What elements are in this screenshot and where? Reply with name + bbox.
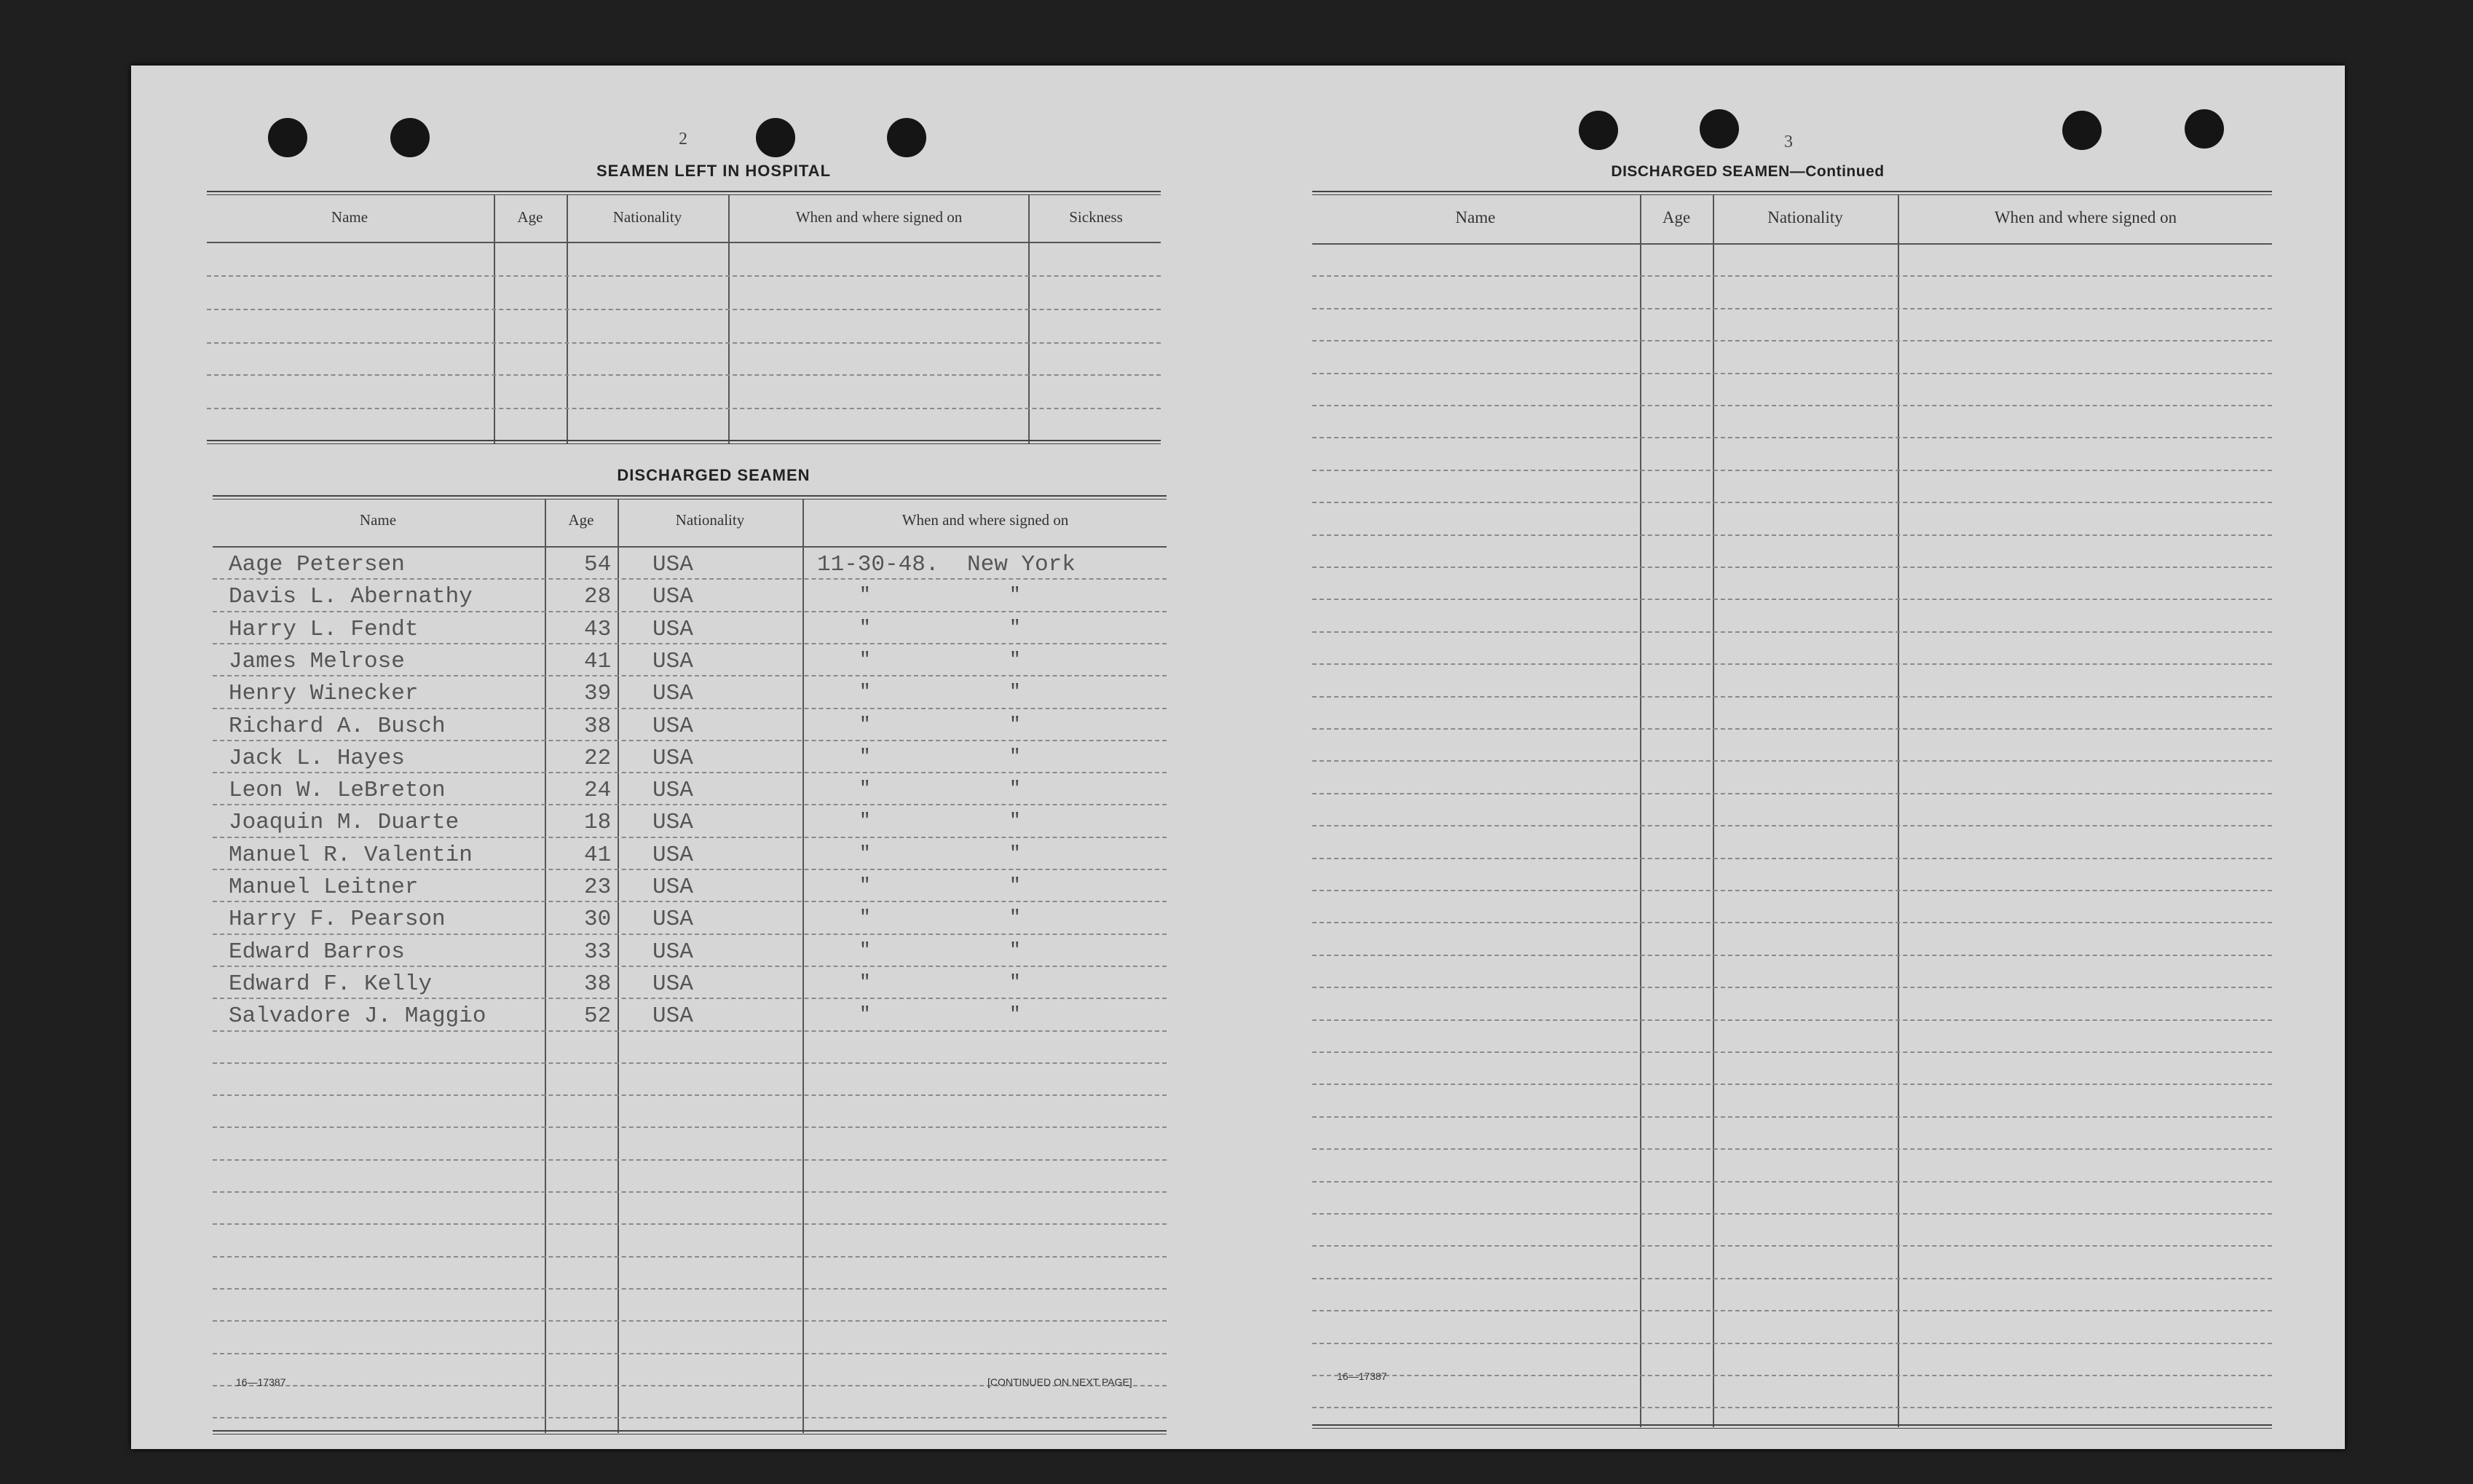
row-rule: [213, 675, 1167, 676]
row-rule: [207, 275, 1161, 277]
seaman-nationality: USA: [652, 1003, 693, 1029]
seaman-name: Richard A. Busch: [229, 714, 446, 739]
section-title-hospital: SEAMEN LEFT IN HOSPITAL: [596, 162, 832, 180]
row-rule: [1312, 1343, 2272, 1344]
row-rule: [1312, 1019, 2272, 1021]
seaman-name: Manuel R. Valentin: [229, 842, 473, 868]
punch-hole: [2185, 109, 2224, 149]
seaman-name: Salvadore J. Maggio: [229, 1003, 486, 1029]
row-rule: [213, 1030, 1167, 1032]
seaman-name: Davis L. Abernathy: [229, 584, 473, 609]
seaman-nationality: USA: [652, 842, 693, 868]
row-rule: [1312, 308, 2272, 309]
signed-on-date: ": [859, 584, 871, 606]
punch-hole: [1700, 109, 1739, 149]
column-divider: [1028, 195, 1030, 444]
row-rule: [1312, 987, 2272, 988]
signed-on-date: ": [859, 617, 871, 639]
row-rule: [213, 1126, 1167, 1128]
signed-on-date: ": [859, 875, 871, 896]
column-divider: [494, 195, 495, 444]
column-header: Name: [359, 511, 397, 529]
column-header: Name: [1455, 208, 1496, 226]
signed-on-date: ": [859, 1003, 871, 1025]
punch-hole: [390, 118, 430, 157]
continued-note: [CONTINUED ON NEXT PAGE]: [987, 1376, 1132, 1388]
row-rule: [1312, 1310, 2272, 1311]
row-rule: [1312, 1116, 2272, 1118]
row-rule: [213, 934, 1167, 935]
row-rule: [1312, 405, 2272, 406]
row-rule: [1312, 955, 2272, 956]
seaman-name: Manuel Leitner: [229, 875, 419, 900]
table-top-rule: [207, 191, 1161, 195]
signed-on-date: ": [859, 907, 871, 928]
seaman-nationality: USA: [652, 584, 693, 609]
row-rule: [1312, 1407, 2272, 1408]
row-rule: [213, 708, 1167, 709]
row-rule: [213, 1191, 1167, 1193]
signed-on-place: ": [1009, 939, 1021, 961]
seaman-nationality: USA: [652, 617, 693, 642]
table-bottom-rule: [213, 1430, 1167, 1434]
column-header: Nationality: [612, 208, 682, 226]
seaman-age: 41: [584, 649, 612, 674]
punch-hole: [268, 118, 307, 157]
seaman-nationality: USA: [652, 939, 693, 965]
column-divider: [1898, 195, 1899, 1427]
seaman-name: Leon W. LeBreton: [229, 778, 446, 803]
signed-on-place: ": [1009, 617, 1021, 639]
signed-on-place: ": [1009, 1003, 1021, 1025]
signed-on-date: ": [859, 746, 871, 767]
row-rule: [1312, 1375, 2272, 1376]
signed-on-date: ": [859, 810, 871, 832]
row-rule: [1312, 599, 2272, 600]
row-rule: [213, 1353, 1167, 1354]
seaman-age: 22: [584, 746, 612, 771]
seaman-age: 33: [584, 939, 612, 965]
row-rule: [213, 578, 1167, 580]
seaman-age: 24: [584, 778, 612, 803]
seaman-name: Edward Barros: [229, 939, 405, 965]
seaman-name: Edward F. Kelly: [229, 971, 433, 997]
signed-on-date: ": [859, 842, 871, 864]
row-rule: [213, 998, 1167, 999]
seaman-name: Joaquin M. Duarte: [229, 810, 460, 835]
row-rule: [207, 309, 1161, 310]
signed-on-place: ": [1009, 810, 1021, 832]
header-rule: [207, 242, 1161, 243]
punch-hole: [756, 118, 795, 157]
signed-on-date: ": [859, 939, 871, 961]
column-header: Sickness: [1069, 208, 1123, 226]
signed-on-date: 11-30-48.: [817, 552, 939, 577]
row-rule: [1312, 437, 2272, 438]
row-rule: [1312, 1278, 2272, 1279]
signed-on-date: ": [859, 778, 871, 800]
seaman-name: Aage Petersen: [229, 552, 405, 577]
row-rule: [213, 1223, 1167, 1225]
signed-on-place: ": [1009, 971, 1021, 993]
seaman-age: 43: [584, 617, 612, 642]
row-rule: [213, 837, 1167, 838]
row-rule: [1312, 340, 2272, 342]
signed-on-place: ": [1009, 681, 1021, 703]
row-rule: [213, 740, 1167, 741]
seaman-nationality: USA: [652, 907, 693, 932]
signed-on-place: ": [1009, 778, 1021, 800]
page-number: 3: [1784, 133, 1793, 151]
seaman-name: James Melrose: [229, 649, 405, 674]
row-rule: [1312, 922, 2272, 923]
signed-on-place: ": [1009, 842, 1021, 864]
row-rule: [213, 611, 1167, 612]
column-header: Age: [1662, 208, 1691, 226]
row-rule: [1312, 534, 2272, 536]
column-header: Age: [568, 511, 594, 529]
row-rule: [1312, 502, 2272, 503]
signed-on-date: ": [859, 681, 871, 703]
seaman-nationality: USA: [652, 649, 693, 674]
header-rule: [213, 546, 1167, 548]
signed-on-place: ": [1009, 907, 1021, 928]
row-rule: [213, 869, 1167, 870]
signed-on-place: New York: [967, 552, 1076, 577]
page-number: 2: [679, 130, 687, 149]
column-header: Nationality: [675, 511, 745, 529]
seaman-name: Jack L. Hayes: [229, 746, 405, 771]
row-rule: [1312, 858, 2272, 859]
row-rule: [213, 1288, 1167, 1290]
row-rule: [1312, 373, 2272, 374]
header-rule: [1312, 243, 2272, 245]
form-number: 16—17387: [236, 1376, 286, 1388]
seaman-nationality: USA: [652, 681, 693, 706]
table-bottom-rule: [1312, 1424, 2272, 1429]
seaman-nationality: USA: [652, 971, 693, 997]
row-rule: [213, 966, 1167, 967]
column-divider: [567, 195, 568, 444]
row-rule: [1312, 567, 2272, 568]
row-rule: [213, 772, 1167, 773]
seaman-nationality: USA: [652, 778, 693, 803]
signed-on-place: ": [1009, 649, 1021, 671]
row-rule: [213, 643, 1167, 644]
row-rule: [1312, 793, 2272, 794]
row-rule: [1312, 663, 2272, 665]
column-header: When and where signed on: [902, 511, 1069, 529]
signed-on-date: ": [859, 714, 871, 735]
seaman-age: 28: [584, 584, 612, 609]
seaman-age: 39: [584, 681, 612, 706]
row-rule: [207, 342, 1161, 344]
row-rule: [213, 1062, 1167, 1064]
section-title-continued: DISCHARGED SEAMEN—Continued: [1611, 163, 1885, 180]
signed-on-place: ": [1009, 714, 1021, 735]
punch-hole: [1579, 111, 1618, 150]
signed-on-date: ": [859, 971, 871, 993]
row-rule: [213, 901, 1167, 902]
column-divider: [728, 195, 730, 444]
table-top-rule: [213, 495, 1167, 500]
seaman-age: 30: [584, 907, 612, 932]
column-divider: [1640, 195, 1641, 1427]
seaman-age: 38: [584, 971, 612, 997]
seaman-age: 41: [584, 842, 612, 868]
signed-on-place: ": [1009, 584, 1021, 606]
seaman-name: Henry Winecker: [229, 681, 419, 706]
column-divider: [1713, 195, 1714, 1427]
seaman-nationality: USA: [652, 746, 693, 771]
row-rule: [1312, 1213, 2272, 1215]
row-rule: [207, 408, 1161, 409]
column-header: Age: [517, 208, 543, 226]
row-rule: [1312, 760, 2272, 762]
row-rule: [1312, 696, 2272, 698]
seaman-age: 38: [584, 714, 612, 739]
seaman-nationality: USA: [652, 875, 693, 900]
section-title-discharged: DISCHARGED SEAMEN: [617, 466, 810, 484]
row-rule: [213, 804, 1167, 805]
table-bottom-rule: [207, 440, 1161, 444]
seaman-nationality: USA: [652, 552, 693, 577]
table-top-rule: [1312, 191, 2272, 195]
row-rule: [213, 1159, 1167, 1161]
row-rule: [1312, 631, 2272, 633]
column-header: When and where signed on: [795, 208, 963, 226]
row-rule: [1312, 1181, 2272, 1183]
punch-hole: [2062, 111, 2102, 150]
column-header: When and where signed on: [1994, 208, 2177, 226]
punch-hole: [887, 118, 926, 157]
row-rule: [1312, 275, 2272, 277]
row-rule: [213, 1320, 1167, 1322]
signed-on-place: ": [1009, 875, 1021, 896]
signed-on-place: ": [1009, 746, 1021, 767]
seaman-nationality: USA: [652, 714, 693, 739]
seaman-age: 52: [584, 1003, 612, 1029]
seaman-name: Harry F. Pearson: [229, 907, 446, 932]
row-rule: [1312, 825, 2272, 826]
row-rule: [207, 374, 1161, 376]
row-rule: [1312, 890, 2272, 891]
seaman-nationality: USA: [652, 810, 693, 835]
seaman-name: Harry L. Fendt: [229, 617, 419, 642]
row-rule: [1312, 1084, 2272, 1085]
column-header: Name: [331, 208, 368, 226]
row-rule: [1312, 1148, 2272, 1150]
row-rule: [1312, 1051, 2272, 1053]
row-rule: [1312, 728, 2272, 730]
manifest-sheet: [131, 66, 2345, 1449]
row-rule: [1312, 470, 2272, 471]
row-rule: [213, 1094, 1167, 1096]
seaman-age: 54: [584, 552, 612, 577]
row-rule: [1312, 1245, 2272, 1247]
form-number: 16—17387: [1337, 1370, 1387, 1382]
seaman-age: 23: [584, 875, 612, 900]
signed-on-date: ": [859, 649, 871, 671]
column-header: Nationality: [1767, 208, 1843, 226]
row-rule: [213, 1256, 1167, 1258]
seaman-age: 18: [584, 810, 612, 835]
row-rule: [213, 1417, 1167, 1418]
